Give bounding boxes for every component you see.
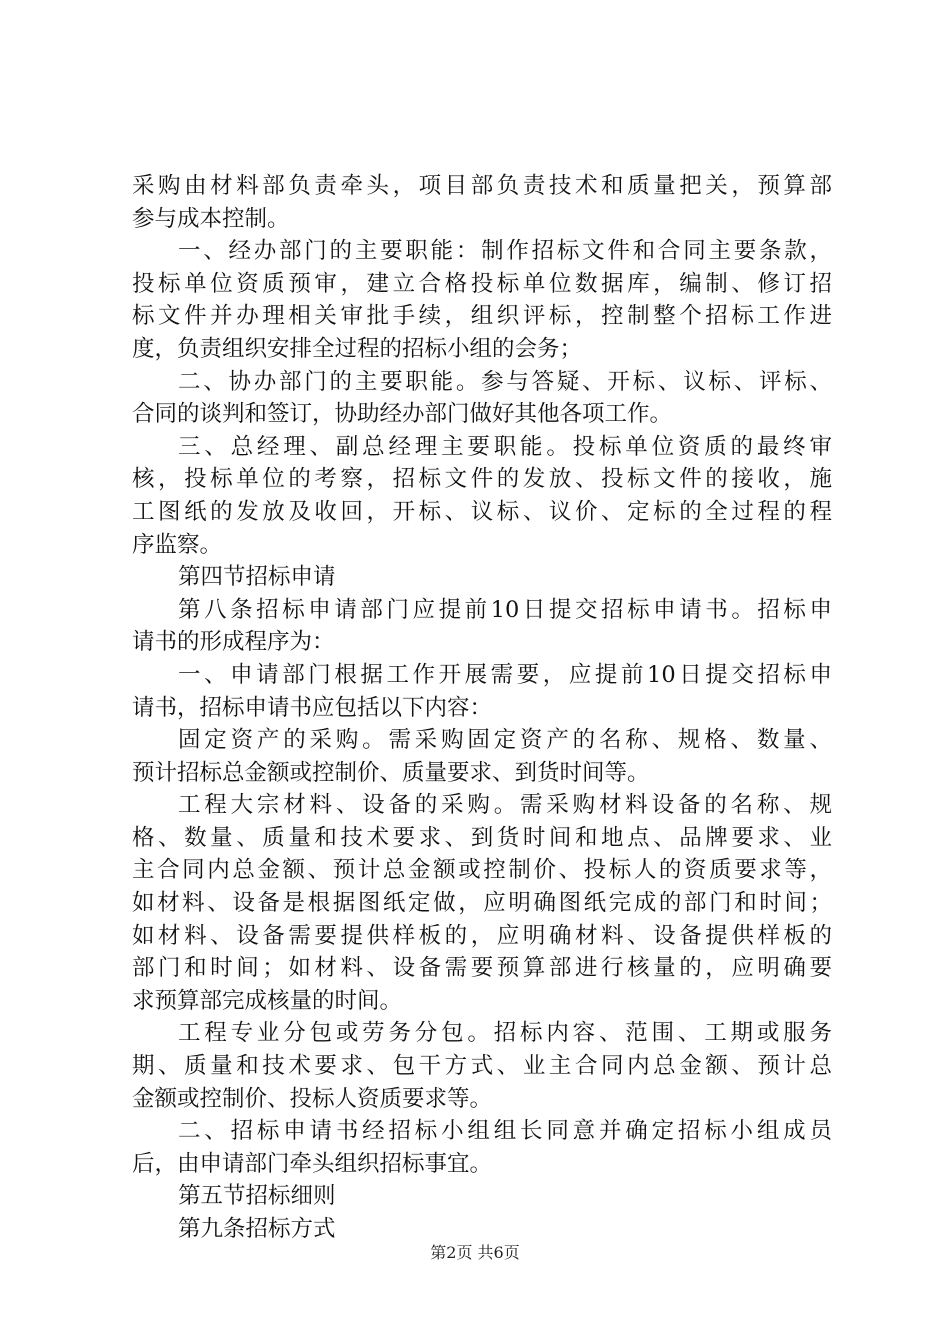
text-line: 第四节招标申请 bbox=[178, 564, 336, 591]
text-line: 求预算部完成核量的时间。 bbox=[132, 987, 403, 1014]
text-line: 如材料、设备需要提供样板的，应明确材料、设备提供样板的 bbox=[132, 922, 832, 949]
text-line: 主合同内总金额、预计总金额或控制价、投标人的资质要求等， bbox=[132, 857, 832, 884]
text-line: 后，由申请部门牵头组织招标事宜。 bbox=[132, 1150, 493, 1177]
text-line: 第九条招标方式 bbox=[178, 1216, 336, 1242]
text-line: 一、经办部门的主要职能：制作招标文件和合同主要条款， bbox=[178, 238, 832, 265]
document-body bbox=[132, 170, 832, 1246]
text-line: 部门和时间；如材料、设备需要预算部进行核量的，应明确要 bbox=[132, 955, 832, 982]
text-line: 序监察。 bbox=[132, 531, 223, 558]
text-line: 如材料、设备是根据图纸定做，应明确图纸完成的部门和时间； bbox=[132, 890, 832, 917]
text-line: 格、数量、质量和技术要求、到货时间和地点、品牌要求、业 bbox=[132, 824, 832, 851]
text-line: 参与成本控制。 bbox=[132, 205, 290, 232]
text-line: 工图纸的发放及收回，开标、议标、议价、定标的全过程的程 bbox=[132, 498, 832, 525]
page-footer: 第2页 共6页 bbox=[430, 1243, 520, 1262]
text-line: 工程大宗材料、设备的采购。需采购材料设备的名称、规 bbox=[178, 792, 832, 819]
text-line: 金额或控制价、投标人资质要求等。 bbox=[132, 1085, 493, 1112]
text-line: 固定资产的采购。需采购固定资产的名称、规格、数量、 bbox=[178, 727, 832, 754]
text-line: 第五节招标细则 bbox=[178, 1183, 336, 1210]
text-line: 请书，招标申请书应包括以下内容： bbox=[132, 694, 493, 721]
text-line: 核，投标单位的考察，招标文件的发放、投标文件的接收，施 bbox=[132, 466, 832, 493]
text-line: 度，负责组织安排全过程的招标小组的会务； bbox=[132, 335, 583, 362]
text-line: 一、申请部门根据工作开展需要，应提前10日提交招标申 bbox=[178, 661, 832, 688]
text-line: 第八条招标申请部门应提前10日提交招标申请书。招标申 bbox=[178, 596, 832, 623]
text-line: 预计招标总金额或控制价、质量要求、到货时间等。 bbox=[132, 759, 650, 786]
text-line: 请书的形成程序为： bbox=[132, 629, 335, 656]
text-line: 合同的谈判和签订，协助经办部门做好其他各项工作。 bbox=[132, 401, 673, 428]
text-line: 三、总经理、副总经理主要职能。投标单位资质的最终审 bbox=[178, 433, 832, 460]
text-line: 投标单位资质预审，建立合格投标单位数据库，编制、修订招 bbox=[132, 270, 832, 297]
text-line: 标文件并办理相关审批手续，组织评标，控制整个招标工作进 bbox=[132, 303, 832, 330]
text-line: 工程专业分包或劳务分包。招标内容、范围、工期或服务 bbox=[178, 1020, 832, 1047]
text-line: 二、协办部门的主要职能。参与答疑、开标、议标、评标、 bbox=[178, 368, 832, 395]
text-line: 二、招标申请书经招标小组组长同意并确定招标小组成员 bbox=[178, 1118, 832, 1145]
text-line: 采购由材料部负责牵头，项目部负责技术和质量把关，预算部 bbox=[132, 173, 832, 199]
text-line: 期、质量和技术要求、包干方式、业主合同内总金额、预计总 bbox=[132, 1053, 832, 1080]
